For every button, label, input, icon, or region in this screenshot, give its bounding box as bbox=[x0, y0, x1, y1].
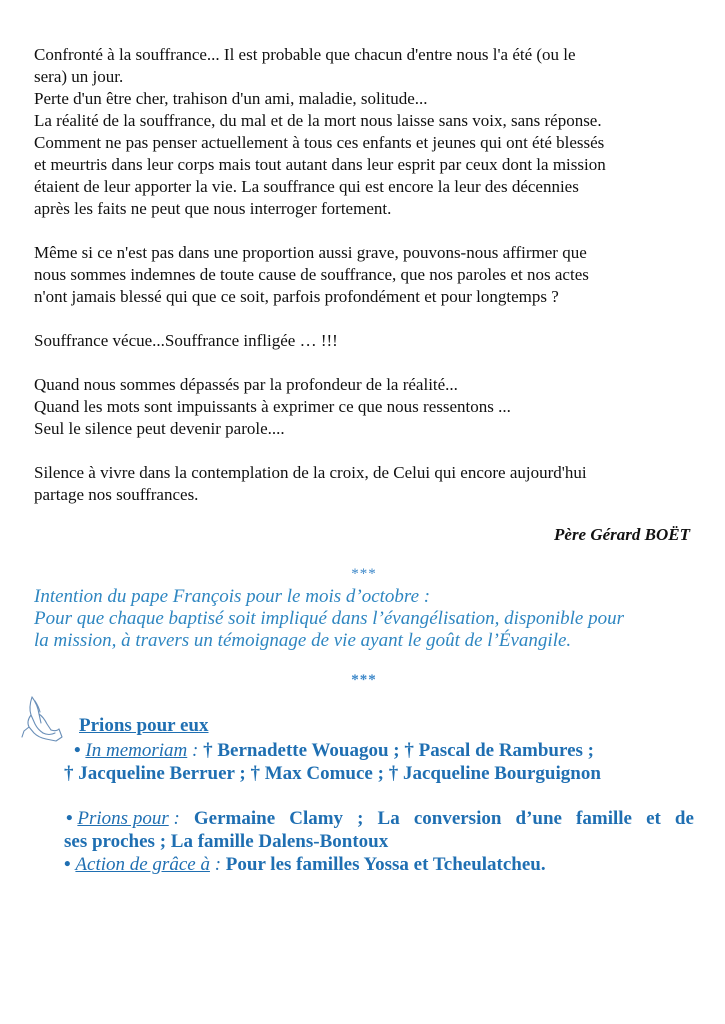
word: Clamy bbox=[289, 808, 344, 829]
text-line: Confronté à la souffrance... Il est probable que chacun d'entre nous l'a été (ou le bbox=[34, 45, 576, 64]
paragraph-1 bbox=[34, 44, 694, 220]
text-line: Perte d'un être cher, trahison d'un ami, maladie, solitude... bbox=[34, 89, 428, 108]
intention-line: Pour que chaque baptisé soit impliqué dans l’évangélisation, disponible pour bbox=[34, 608, 624, 629]
paragraph-4 bbox=[34, 374, 694, 440]
list-item bbox=[64, 853, 694, 876]
paragraph-3 bbox=[34, 330, 694, 352]
memoriam-names: † Bernadette Wouagou ; † Pascal de Rambures ; bbox=[203, 740, 594, 761]
text-line: Comment ne pas penser actuellement à tous ces enfants et jeunes qui ont été blessés bbox=[34, 133, 605, 152]
separator: *** bbox=[351, 672, 377, 688]
praying-hands-icon bbox=[18, 693, 64, 743]
prions-pour-line2: ses proches ; La famille Dalens-Bontoux bbox=[64, 831, 389, 852]
bullet: • bbox=[64, 854, 71, 875]
prayer-list bbox=[34, 739, 694, 876]
page bbox=[34, 44, 694, 876]
text-line: Seul le silence peut devenir parole.... bbox=[34, 419, 285, 438]
prions-pour-label: Prions pour : bbox=[77, 808, 180, 829]
intention-line: la mission, à travers un témoignage de vie ayant le goût de l’Évangile. bbox=[34, 630, 572, 651]
word: Germaine bbox=[193, 808, 276, 829]
prions-pour-section bbox=[34, 807, 694, 876]
separator: *** bbox=[351, 566, 377, 582]
bullet: • bbox=[66, 808, 73, 829]
text-line: sera) un jour. bbox=[34, 67, 124, 86]
in-memoriam-section bbox=[34, 739, 694, 785]
word: de bbox=[674, 808, 694, 829]
text-line: partage nos souffrances. bbox=[34, 485, 199, 504]
word: conversion bbox=[413, 808, 502, 829]
bullet: • bbox=[74, 740, 81, 761]
prayers-header bbox=[34, 693, 694, 745]
text-line: Silence à vivre dans la contemplation de la croix, de Celui qui encore aujourd'hui bbox=[34, 463, 587, 482]
word: et bbox=[646, 808, 661, 829]
text-line: Souffrance vécue...Souffrance infligée … !!! bbox=[34, 331, 338, 350]
text-line: et meurtris dans leur corps mais tout autant dans leur esprit par ceux dont la mission bbox=[34, 155, 606, 174]
word: famille bbox=[576, 808, 632, 829]
intention-line: Intention du pape François pour le mois d’octobre : bbox=[34, 586, 431, 607]
signature: Père Gérard BOËT bbox=[554, 525, 690, 544]
word: ; bbox=[357, 808, 364, 829]
word: La bbox=[377, 808, 400, 829]
text-line: Quand nous sommes dépassés par la profondeur de la réalité... bbox=[34, 375, 458, 394]
list-item bbox=[64, 807, 694, 830]
text-line: Quand les mots sont impuissants à exprimer ce que nous ressentons ... bbox=[34, 397, 511, 416]
text-line: Même si ce n'est pas dans une proportion aussi grave, pouvons-nous affirmer que bbox=[34, 243, 587, 262]
text-line: après les faits ne peut que nous interroger fortement. bbox=[34, 199, 392, 218]
action-de-grace-label: Action de grâce à : bbox=[75, 854, 222, 875]
paragraph-5 bbox=[34, 462, 694, 506]
text-line: n'ont jamais blessé qui que ce soit, parfois profondément et pour longtemps ? bbox=[34, 287, 559, 306]
prayers-title: Prions pour eux bbox=[79, 715, 209, 736]
action-de-grace-text: Pour les familles Yossa et Tcheulatcheu. bbox=[225, 854, 546, 875]
in-memoriam-label: In memoriam : bbox=[85, 740, 199, 761]
text-line: étaient de leur apporter la vie. La souffrance qui est encore la leur des décennies bbox=[34, 177, 579, 196]
memoriam-names-line2: † Jacqueline Berruer ; † Max Comuce ; † Jacqueline Bourguignon bbox=[64, 763, 601, 784]
paragraph-2 bbox=[34, 242, 694, 308]
pope-intention bbox=[34, 586, 694, 652]
text-line: nous sommes indemnes de toute cause de souffrance, que nos paroles et nos actes bbox=[34, 265, 589, 284]
text-line: La réalité de la souffrance, du mal et de la mort nous laisse sans voix, sans réponse. bbox=[34, 111, 602, 130]
word: d’une bbox=[515, 808, 562, 829]
